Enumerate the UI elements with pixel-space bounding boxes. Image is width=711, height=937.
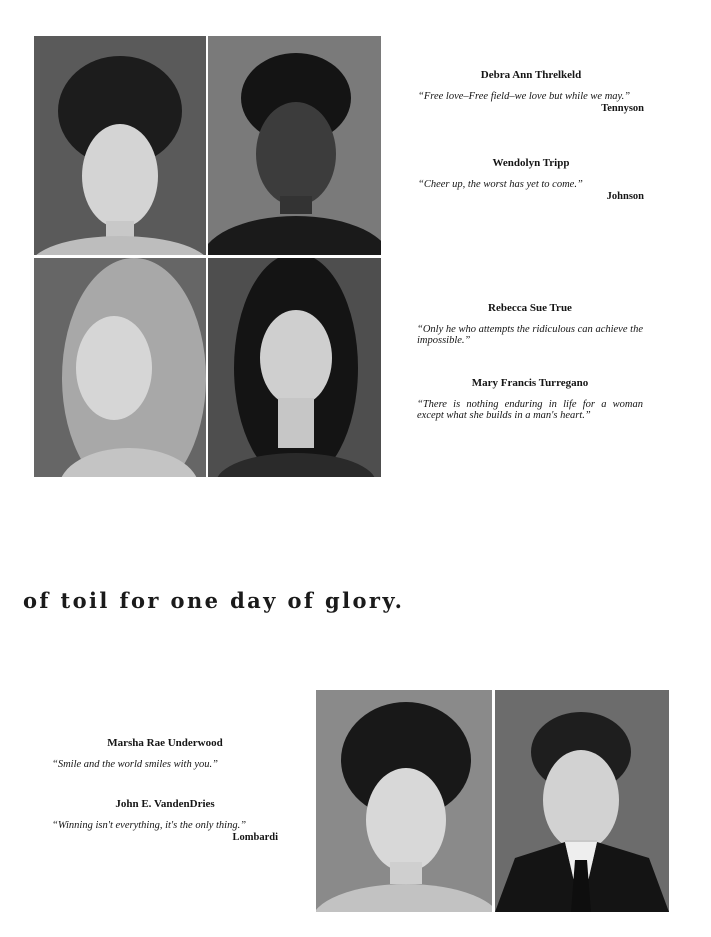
student-name: Marsha Rae Underwood <box>107 737 223 749</box>
quote-author: Johnson <box>606 191 644 202</box>
student-quote: “Free love–Free field–we love but while we may.” <box>418 91 631 102</box>
student-quote: “Cheer up, the worst has yet to come.” <box>418 179 583 190</box>
portrait-photo-true <box>34 258 206 477</box>
student-quote: “There is nothing enduring in life for a woman except what she builds in a man's heart.” <box>417 399 643 421</box>
senior-entry-threlkeld <box>418 70 644 114</box>
portrait-photo-underwood <box>316 690 492 912</box>
student-name: Mary Francis Turregano <box>471 377 589 389</box>
quote-author: Tennyson <box>601 103 644 114</box>
portrait-photo-vandendries <box>495 690 669 912</box>
student-quote: “Only he who attempts the ridiculous can achieve the impossible.” <box>417 324 643 346</box>
quote-author: Lombardi <box>232 832 278 843</box>
senior-entry-tripp <box>418 158 644 202</box>
portrait-photo-threlkeld <box>34 36 206 255</box>
page-headline: of toil for one day of glory. <box>23 588 405 613</box>
student-name: Debra Ann Threlkeld <box>480 69 582 81</box>
senior-entry-vandendries <box>52 799 278 843</box>
student-quote: “Smile and the world smiles with you.” <box>52 759 218 770</box>
student-quote: “Winning isn't everything, it's the only thing.” <box>52 820 247 831</box>
portrait-photo-turregano <box>208 258 381 477</box>
portrait-photo-tripp <box>208 36 381 255</box>
student-name: John E. VandenDries <box>115 798 215 810</box>
senior-entry-turregano <box>417 378 643 421</box>
senior-entry-underwood <box>52 738 278 770</box>
student-name: Rebecca Sue True <box>488 302 572 314</box>
student-name: Wendolyn Tripp <box>492 157 570 169</box>
senior-entry-true <box>417 303 643 346</box>
